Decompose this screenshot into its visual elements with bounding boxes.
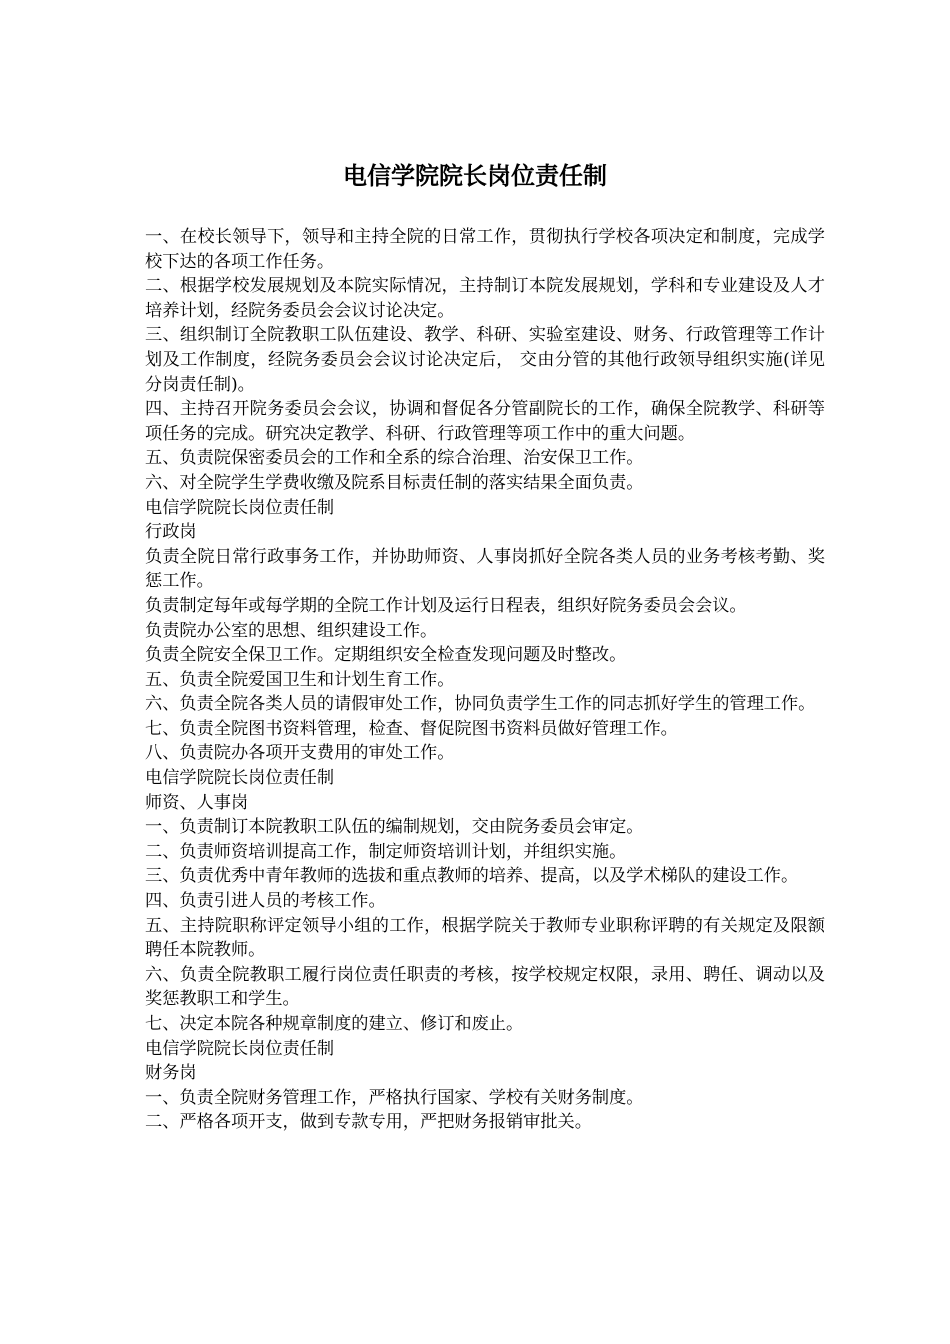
paragraph: 六、负责全院教职工履行岗位责任职责的考核，按学校规定权限，录用、聘任、调动以及奖惩教职工和学生。 (145, 964, 825, 1010)
document-body (145, 225, 825, 1135)
section-heading: 电信学院院长岗位责任制 (145, 497, 335, 518)
paragraph: 五、负责全院爱国卫生和计划生育工作。 (145, 669, 455, 690)
paragraph: 负责全院日常行政事务工作，并协助师资、人事岗抓好全院各类人员的业务考核考勤、奖惩工作。 (145, 546, 825, 592)
section-heading: 电信学院院长岗位责任制 (145, 768, 335, 789)
paragraph: 六、负责全院各类人员的请假审处工作，协同负责学生工作的同志抓好学生的管理工作。 (145, 694, 816, 715)
paragraph: 一、负责全院财务管理工作，严格执行国家、学校有关财务制度。 (145, 1087, 644, 1108)
paragraph: 六、对全院学生学费收缴及院系目标责任制的落实结果全面负责。 (145, 472, 644, 493)
paragraph: 一、在校长领导下，领导和主持全院的日常工作，贯彻执行学校各项决定和制度，完成学校下达的各项工作任务。 (145, 227, 825, 272)
paragraph: 负责全院安全保卫工作。定期组织安全检查发现问题及时整改。 (145, 645, 627, 666)
paragraph: 四、主持召开院务委员会会议，协调和督促各分管副院长的工作，确保全院教学、科研等项任务的完成。研究决定教学、科研、行政管理等项工作中的重大问题。 (145, 399, 825, 444)
paragraph: 五、主持院职称评定领导小组的工作，根据学院关于教师专业职称评聘的有关规定及限额聘任本院教师。 (145, 915, 825, 961)
paragraph: 四、负责引进人员的考核工作。 (145, 891, 386, 912)
paragraph: 负责制定每年或每学期的全院工作计划及运行日程表，组织好院务委员会会议。 (145, 595, 747, 616)
paragraph: 七、负责全院图书资料管理，检查、督促院图书资料员做好管理工作。 (145, 718, 678, 739)
paragraph: 八、负责院办各项开支费用的审处工作。 (145, 743, 455, 764)
paragraph: 七、决定本院各种规章制度的建立、修订和废止。 (145, 1014, 524, 1034)
paragraph: 二、根据学校发展规划及本院实际情况，主持制订本院发展规划，学科和专业建设及人才培养计划，经院务委员会会议讨论决定。 (145, 276, 825, 321)
document-title: 电信学院院长岗位责任制 (343, 161, 607, 190)
paragraph: 三、负责优秀中青年教师的选拔和重点教师的培养、提高，以及学术梯队的建设工作。 (145, 866, 799, 887)
paragraph: 五、负责院保密委员会的工作和全系的综合治理、治安保卫工作。 (145, 448, 644, 469)
section-heading: 电信学院院长岗位责任制 (145, 1038, 335, 1059)
section-subheading: 行政岗 (145, 522, 197, 543)
paragraph: 三、组织制订全院教职工队伍建设、教学、科研、实验室建设、财务、行政管理等工作计划及工作制度，经院务委员会会议讨论决定后， 交由分管的其他行政领导组织实施(详见分岗责任制)。 (145, 325, 825, 395)
section-subheading: 财务岗 (145, 1063, 197, 1084)
paragraph: 二、负责师资培训提高工作，制定师资培训计划，并组织实施。 (145, 841, 627, 862)
paragraph: 负责院办公室的思想、组织建设工作。 (145, 620, 438, 641)
paragraph: 一、负责制订本院教职工队伍的编制规划，交由院务委员会审定。 (145, 817, 644, 838)
paragraph: 二、严格各项开支，做到专款专用，严把财务报销审批关。 (145, 1112, 592, 1133)
section-subheading: 师资、人事岗 (145, 792, 249, 813)
